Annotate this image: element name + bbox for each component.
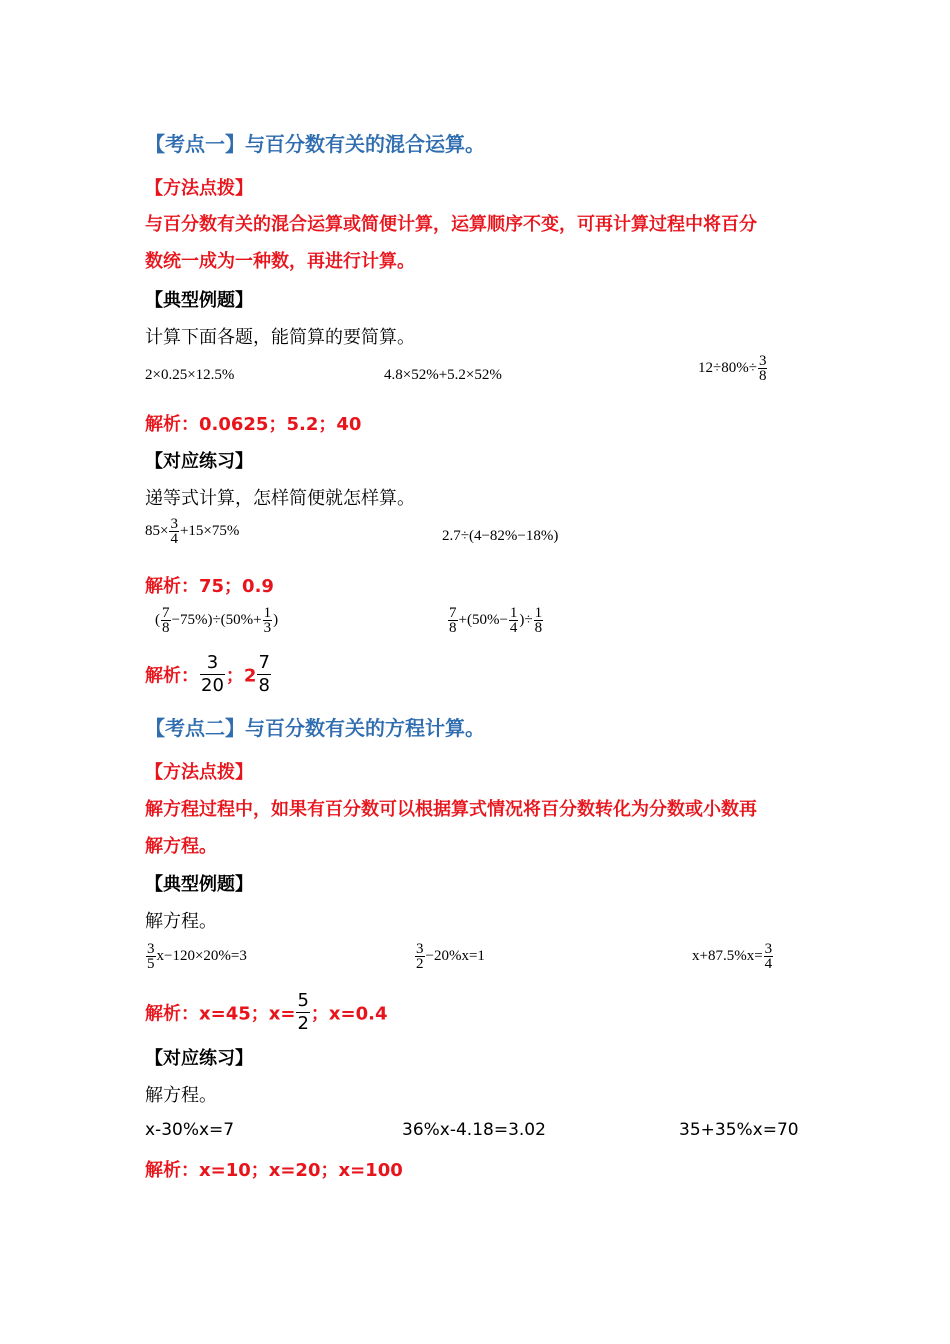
fraction <box>758 354 768 383</box>
denominator: 8 <box>162 620 170 636</box>
denominator: 4 <box>170 531 178 547</box>
expr-text: x+87.5%x= <box>692 948 763 964</box>
practice-expression-4 <box>447 606 544 635</box>
method-label: 【方法点拨】 <box>145 178 253 199</box>
practice-label: 【对应练习】 <box>145 451 253 472</box>
practice-expression-1 <box>145 517 239 546</box>
expr-text: 12÷80%÷ <box>698 360 757 376</box>
expr-text: )÷ <box>519 612 533 628</box>
expr-text: +(50%− <box>458 612 508 628</box>
expr-text: 85× <box>145 523 169 539</box>
method-label: 【方法点拨】 <box>145 762 253 783</box>
numerator: 3 <box>170 516 178 532</box>
denominator: 8 <box>449 620 457 636</box>
answer-prefix: 解析：x=45；x= <box>145 1003 296 1025</box>
fraction <box>296 990 309 1035</box>
expr-text: ) <box>273 612 279 628</box>
numerator: 5 <box>297 990 309 1011</box>
practice-equation-1: x-30%x=7 <box>145 1120 235 1140</box>
practice-expression-2: 2.7÷(4−82%−18%) <box>442 528 559 544</box>
answer-4 <box>145 990 387 1035</box>
answer-suffix: ；x=0.4 <box>310 1003 388 1025</box>
equation-3 <box>692 942 774 971</box>
practice-expression-3 <box>155 606 278 635</box>
answer-2: 解析：75；0.9 <box>145 576 274 597</box>
fraction <box>448 606 458 635</box>
equation-1 <box>145 942 247 971</box>
fraction <box>257 652 270 697</box>
fraction <box>509 606 519 635</box>
example-expression-3 <box>698 354 768 383</box>
section-title-2: 【考点二】与百分数有关的方程计算。 <box>145 716 485 740</box>
section-title-1: 【考点一】与百分数有关的混合运算。 <box>145 132 485 156</box>
fraction <box>263 606 273 635</box>
fraction <box>200 652 225 697</box>
denominator: 3 <box>263 620 272 636</box>
denominator: 4 <box>509 620 518 636</box>
numerator: 1 <box>534 605 543 621</box>
equation-2 <box>414 942 485 971</box>
expr-text: ( <box>155 612 160 628</box>
method-text-line1: 解方程过程中，如果有百分数可以根据算式情况将百分数转化为分数或小数再 <box>145 799 757 820</box>
denominator: 2 <box>297 1013 309 1034</box>
numerator: 3 <box>147 941 155 957</box>
expr-text: +15×75% <box>179 523 240 539</box>
practice-prompt: 递等式计算，怎样简便就怎样算。 <box>145 488 415 509</box>
denominator: 2 <box>416 956 424 972</box>
example-expression-1: 2×0.25×12.5% <box>145 367 235 383</box>
practice-equation-3: 35+35%x=70 <box>679 1120 799 1140</box>
denominator: 4 <box>764 956 773 972</box>
fraction <box>534 606 544 635</box>
practice-equation-2: 36%x-4.18=3.02 <box>402 1120 546 1140</box>
fraction <box>764 942 774 971</box>
example-expression-2: 4.8×52%+5.2×52% <box>384 367 502 383</box>
answer-3 <box>145 652 272 697</box>
numerator: 3 <box>758 353 767 369</box>
denominator: 20 <box>201 675 224 696</box>
method-text-line2: 数统一成为一种数，再进行计算。 <box>145 251 415 272</box>
denominator: 8 <box>534 620 543 636</box>
practice-label: 【对应练习】 <box>145 1048 253 1069</box>
example-label: 【典型例题】 <box>145 290 253 311</box>
example-prompt: 计算下面各题，能简算的要简算。 <box>145 327 415 348</box>
numerator: 7 <box>258 652 270 673</box>
fraction <box>146 942 156 971</box>
answer-5: 解析：x=10；x=20；x=100 <box>145 1160 403 1181</box>
answer-prefix: 解析： <box>145 665 199 687</box>
numerator: 3 <box>200 652 225 675</box>
numerator: 7 <box>162 605 170 621</box>
numerator: 1 <box>263 605 272 621</box>
fraction <box>169 517 179 546</box>
method-text-line1: 与百分数有关的混合运算或简便计算，运算顺序不变，可再计算过程中将百分 <box>145 214 757 235</box>
practice-prompt: 解方程。 <box>145 1085 217 1106</box>
expr-text: −20%x=1 <box>425 948 485 964</box>
denominator: 5 <box>147 956 155 972</box>
fraction <box>161 606 171 635</box>
example-prompt: 解方程。 <box>145 911 217 932</box>
example-label: 【典型例题】 <box>145 874 253 895</box>
expr-text: −75%)÷(50%+ <box>171 612 262 628</box>
expr-text: x−120×20%=3 <box>156 948 247 964</box>
answer-separator: ；2 <box>225 665 257 687</box>
denominator: 8 <box>758 368 767 384</box>
fraction <box>415 942 425 971</box>
denominator: 8 <box>258 675 270 696</box>
method-text-line2: 解方程。 <box>145 836 217 857</box>
numerator: 1 <box>509 605 518 621</box>
numerator: 3 <box>416 941 424 957</box>
answer-1: 解析：0.0625；5.2；40 <box>145 414 362 435</box>
numerator: 7 <box>449 605 457 621</box>
numerator: 3 <box>764 941 773 957</box>
